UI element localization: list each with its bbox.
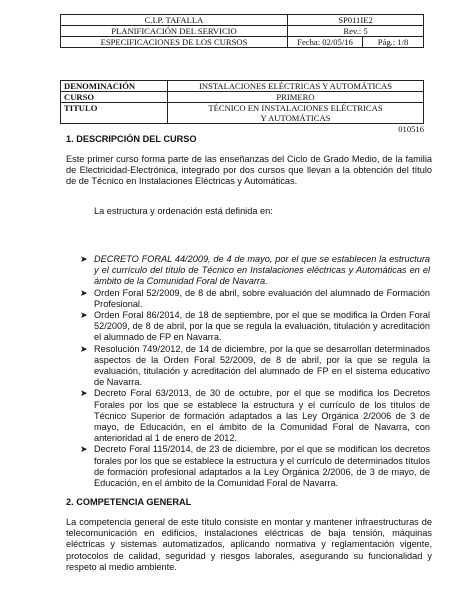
meta-key-denominacion: DENOMINACIÓN xyxy=(61,81,168,92)
arrow-bullet-icon: ➤ xyxy=(80,388,88,399)
regulation-list xyxy=(80,254,430,489)
arrow-bullet-icon: ➤ xyxy=(80,310,88,321)
meta-key-titulo: TITULO xyxy=(61,103,168,124)
list-item: ➤ Orden Foral 52/2009, de 8 de abril, sobre evaluación del alumnado de Formación Profesional. xyxy=(80,287,430,309)
arrow-bullet-icon: ➤ xyxy=(80,254,88,264)
arrow-bullet-icon: ➤ xyxy=(80,287,88,298)
meta-key-curso: CURSO xyxy=(61,92,168,103)
list-item: ➤ Orden Foral 86/2014, de 18 de septiembre, por el que se modifica la Orden Foral 52/2009, de 8 de abril, por la que se regula la evaluación, titulación y acreditación el alumnado de FP en Navarra. xyxy=(80,310,430,343)
structure-intro: La estructura y ordenación está definida en: xyxy=(94,206,273,216)
meta-value-curso: PRIMERO xyxy=(168,92,424,103)
section-2-heading: 2. COMPETENCIA GENERAL xyxy=(66,497,192,507)
meta-value-denominacion: INSTALACIONES ELÉCTRICAS Y AUTOMÁTICAS xyxy=(168,81,424,92)
arrow-bullet-icon: ➤ xyxy=(80,343,88,354)
header-service: PLANIFICACIÓN DEL SERVICIO xyxy=(61,26,288,37)
list-item: ➤ DECRETO FORAL 44/2009, de 4 de mayo, por el que se establecen la estructura y el currículo del título de Técnico en Instalaciones eléctricas y Automáticas en el ámbito de la Comunidad Foral de Navarra. xyxy=(80,254,430,287)
section-1-heading: 1. DESCRIPCIÓN DEL CURSO xyxy=(66,134,197,144)
list-item: ➤ Decreto Foral 63/2013, de 30 de octubre, por el que se modifica los Decretos Forales por los que se establece la estructura y el currículo de los títulos de Técnico Superior de formación adaptados a las Ley Orgánica 2/2006 de 3 de mayo, de Educación, en el ámbito de la Comunidad Foral de Navarra, con anterioridad al 1 de enero de 2012. xyxy=(80,388,430,444)
document-header-table xyxy=(60,14,424,48)
list-item: ➤ Resolución 749/2012, de 14 de diciembre, por la que se desarrollan determinados aspectos de la Orden Foral 52/2009, de 8 de abril, por la que se regula la evaluación, titulación y acreditación del alumnado de FP en el sistema educativo de Navarra. xyxy=(80,343,430,388)
header-doc-code: SP011IE2 xyxy=(288,15,424,26)
course-meta-table xyxy=(60,80,424,124)
header-org: C.I.P. TAFALLA xyxy=(61,15,288,26)
arrow-bullet-icon: ➤ xyxy=(80,444,88,455)
header-date: Fecha: 02/05/16 xyxy=(288,37,363,48)
list-item: ➤ Decreto Foral 115/2014, de 23 de diciembre, por el que se modifican los decretos forales por los que se establece la estructura y el currículo de determinados títulos de formación profesional adaptados a la Ley Orgánica 2/2006, de 3 de mayo, de Educación, en el ámbito de la Comunidad Foral de Navarra. xyxy=(80,444,430,489)
header-revision: Rev.: 5 xyxy=(288,26,424,37)
section-1-paragraph: Este primer curso forma parte de las enseñanzas del Ciclo de Grado Medio, de la familia de Electricidad-Electrónica, integrado por dos cursos que llevan a la obtención del título de de Técnico en Instalaciones Eléctricas y Automáticas. xyxy=(66,154,432,187)
section-2-paragraph: La competencia general de este título consiste en montar y mantener infraestructuras de telecomunicación en edificios, instalaciones eléctricas de baja tensión, máquinas eléctricas y sistemas automatizados, aplicando normativa y reglamentación vigente, protocolos de calidad, seguridad y riesgos laborales, asegurando su funcionalidad y respeto al medio ambiente. xyxy=(66,517,432,572)
header-spec: ESPECIFICACIONES DE LOS CURSOS xyxy=(61,37,288,48)
document-code: 010516 xyxy=(398,124,424,134)
header-page: Pág.: 1/8 xyxy=(363,37,424,48)
meta-value-titulo: TÉCNICO EN INSTALACIONES ELÉCTRICAS Y AUTOMÁTICAS xyxy=(168,103,424,124)
